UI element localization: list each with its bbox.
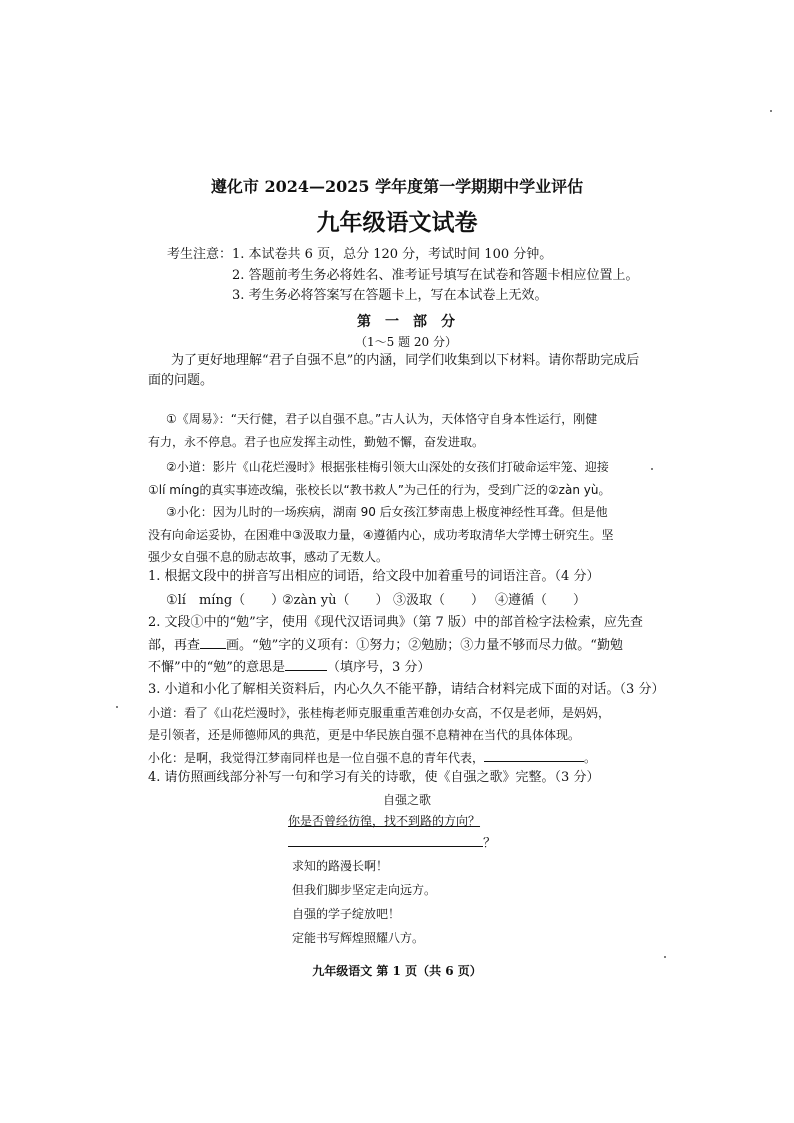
- material-line-7: 强少女自强不息的励志故事，感动了无数人。: [148, 550, 389, 564]
- q3-dialog-line-1: 小道：看了《山花烂漫时》，张桂梅老师克服重重苦难创办女高，不仅是老师，是妈妈，: [148, 706, 611, 720]
- material-line-1: ①《周易》：“天行健，君子以自强不息。”古人认为，天体恪守自身本性运行，刚健: [166, 412, 598, 426]
- q2-line-2: 部，再查 画。“勉”字的义项有：①努力；②勉励；③力量不够而尽力做。“勤勉: [148, 638, 623, 653]
- q1-item-3: ③汲取（ ）: [393, 593, 485, 608]
- section-title: 第 一 部 分: [357, 314, 455, 330]
- q2-stroke-blank[interactable]: [200, 636, 226, 649]
- poem-line-4: 定能书写辉煌照耀八方。: [292, 931, 425, 945]
- page-footer: 九年级语文 第 1 页（共 6 页）: [312, 964, 482, 978]
- material-line-6: 没有向命运妥协，在困难中③汲取力量，④遵循内心，成功考取清华大学博士研究生。坚: [148, 528, 614, 542]
- q3-dialog-line-2: 是引领者，还是师德师风的典范，更是中华民族自强不息精神在当代的具体体现。: [148, 728, 581, 742]
- scan-speck: [770, 110, 772, 112]
- q2-line-3: 不懈”中的“勉”的意思是 （填序号，3 分）: [148, 660, 431, 675]
- scan-speck: [664, 956, 666, 958]
- scan-speck: [116, 706, 118, 708]
- q1-item-2: ②zàn yù（ ）: [282, 593, 389, 608]
- exam-subtitle: 九年级语文试卷: [316, 209, 478, 236]
- material-line-3: ②小道：影片《山花烂漫时》根据张桂梅引领大山深处的女孩们打破命运牢笼、迎接: [166, 460, 609, 474]
- q3-stem: 3. 小道和小化了解相关资料后，内心久久不能平静，请结合材料完成下面的对话。（3 分）: [148, 682, 665, 697]
- exam-title: 遵化市 2024—2025 学年度第一学期期中学业评估: [210, 177, 584, 196]
- notice-item-3: 3. 考生务必将答案写在答题卡上，写在本试卷上无效。: [232, 288, 548, 303]
- poem-line-3: 自强的学子绽放吧！: [292, 907, 401, 921]
- notice-prefix: 考生注意：: [167, 247, 233, 262]
- material-line-2: 有力，永不停息。君子也应发挥主动性，勤勉不懈，奋发进取。: [148, 435, 485, 449]
- q1-item-1: ①lí míng（ ）: [166, 593, 285, 608]
- poem-line-1: 求知的路漫长啊！: [292, 859, 389, 873]
- poem-underlined-line: 你是否曾经彷徨，找不到路的方向？: [288, 814, 481, 828]
- section-scope: （1～5 题 20 分）: [355, 335, 457, 349]
- q1-stem: 1. 根据文段中的拼音写出相应的词语，给文段中加着重号的词语注音。（4 分）: [148, 569, 600, 584]
- poem-line-2: 但我们脚步坚定走向远方。: [292, 883, 437, 897]
- q3-dialog-line-3: 小化：是啊，我觉得江梦南同样也是一位自强不息的青年代表， 。: [148, 751, 597, 765]
- q3-answer-blank[interactable]: [484, 749, 584, 762]
- material-line-5: ③小化：因为儿时的一场疾病，湖南 90 后女孩江梦南患上极度神经性耳聋。但是他: [166, 505, 608, 519]
- poem-answer-blank[interactable]: [288, 834, 483, 847]
- q4-stem: 4. 请仿照画线部分补写一句和学习有关的诗歌，使《自强之歌》完整。（3 分）: [148, 770, 600, 785]
- intro-line-1: 为了更好地理解“君子自强不息”的内涵，同学们收集到以下材料。请你帮助完成后: [171, 353, 640, 368]
- scan-speck: [651, 468, 653, 470]
- intro-line-2: 面的问题。: [148, 373, 214, 388]
- notice-item-2: 2. 答题前考生务必将姓名、准考证号填写在试卷和答题卡相应位置上。: [232, 268, 639, 283]
- notice-item-1: 考生注意：1. 本试卷共 6 页，总分 120 分，考试时间 100 分钟。: [167, 247, 553, 262]
- poem-title: 自强之歌: [382, 793, 431, 807]
- material-line-4: ①lí míng的真实事迹改编，张校长以“教书救人”为己任的行为，受到广泛的②zàn yù。: [148, 483, 611, 497]
- q2-meaning-blank[interactable]: [285, 658, 327, 671]
- q1-item-4: ④遵循（ ）: [495, 593, 587, 608]
- q2-line-1: 2. 文段①中的“勉”字，使用《现代汉语词典》（第 7 版）中的部首检字法检索，应先查: [148, 615, 643, 630]
- poem-answer-line: ？: [288, 834, 496, 853]
